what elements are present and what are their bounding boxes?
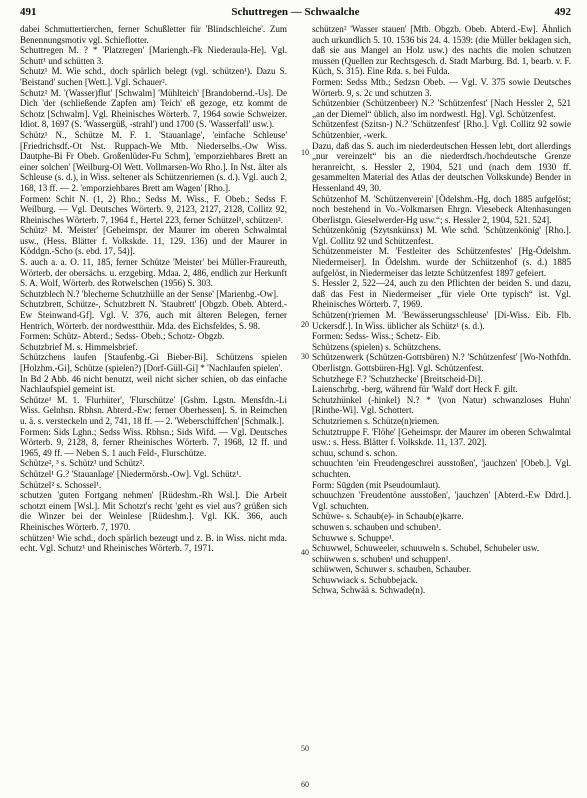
entry: Formen: Sids Lghn.; Sedss Wiss. Rbhsn.; Sids Wifd. — Vgl. Deutsches Wörterb. 9, 2128, 8, ferner Rheinisches Wörterb. 7, 1968, 12 ff. und 1965, 49 ff. — Neben S. 1 auch Feld-, Flurschütze.	[20, 426, 287, 458]
line-number: 30	[301, 352, 309, 361]
left-column	[20, 24, 287, 796]
entry: In Bd 2 Abb. 46 nicht benutzt, weil nicht sicher schien, ob das einfache Nachlaufspiel gemeint ist.	[20, 373, 287, 395]
entry: schüwwen, Schuwer s. schauben, Schauber.	[312, 564, 472, 575]
page-number-right: 492	[554, 6, 571, 18]
entry: Schuwwiack s. Schubbejack.	[312, 574, 418, 585]
entry: Schutz² M. '(Wasser)flut' [Schwalm] 'Mühlteich' [Brandobernd.-Us]. De Dich 'der (schließende Zapfen am) Teich' eß gezoge, etz kommt de Schotz [Schwalm]. Vgl. Rheinisches Wörterb. 7, 1964 sowie Schweizer. Idiot. 8, 1697 (S. 'Wassergüß, -strahl') und 1700 (S. 'Wasserfall' usw.).	[20, 87, 287, 130]
entry: Schutzriemen s. Schütze(n)riemen.	[312, 415, 440, 426]
entry: Schützenwerk (Schützen-Gottsbüren) N.? 'Schützenfest' [Wo-Nothfdn. Oberlistgn. Gottsbüren-Hg]. Vgl. Schützenfest.	[312, 352, 571, 373]
entry: Schutzbrief M. s. Himmelsbrief.	[20, 341, 138, 352]
entry: Form: Sūgden (mit Pseudoumlaut).	[312, 479, 441, 490]
entry: Schützenkönig (Szytsnkünsx) M. Wie schd. 'Schützenkönig' [Rho.]. Vgl. Collitz 92 und Schützenfest.	[312, 225, 571, 246]
entry: schützen¹ Wie schd., doch spärlich bezeugt und z. B. in Wiss. nicht mda. echt. Vgl. Schutz¹ und Rheinisches Wörterb. 7, 1971.	[20, 532, 287, 554]
entry: Schütz² M. 'Meister' [Geheimspr. der Maurer im oberen Schwalmtal usw., (Hess. Blätter f. Volkskde. 11, 129. 136) und der Maurer in Köddgn.-Scho (s. ebd. 17, 54)].	[20, 225, 287, 257]
line-number: 40	[301, 548, 309, 557]
entry: Formen: Sedss Mtb.; Sedzsn Obeb. — Vgl. V. 375 sowie Deutsches Wörterb. 9, s. 2c und schutzen 3.	[312, 76, 571, 98]
entry: Formen: Schit N. (1, 2) Rho.; Sedss M. Wiss., F. Obeb.; Sedss F. Weilburg. — Vgl. Deutsches Wörterb. 9, 2123, 2127, 2128, Collitz 92, Rheinisches Wörterb. 7, 1964 f., Hertel 223, ferner Schützel¹, schützen².	[20, 193, 287, 225]
entry: Schutztruppe F. 'Flöhe' [Geheimspr. der Maurer im oberen Schwalmtal usw.: s. Hess. Blätter f. Volkskde. 11, 137. 202].	[312, 426, 571, 448]
entry: Schuwwel, Schuweeler, schuuweln s. Schubel, Schubeler usw.	[312, 543, 540, 554]
entry: Schützel¹ G.? 'Stauanlage' [Niedermörsb.-Ow]. Vgl. Schütz¹.	[20, 468, 242, 479]
entry: schützen² 'Wasser stauen' [Mtb. Obgzb. Obeb. Abterd.-Ew]. Ähnlich auch urkundlich 5. 10. 1536 bis 24. 4. 1539: (die Müller beklagen sich, daß sie aus Mangel an Holz usw.) des nachts die molen schutzen mussen (Quellen zur Rechtsgesch. d. Stadt Marburg. Bd. 1, bearb. v. F. Küch, S. 315). Eine Rda. s. bei Fulda.	[312, 24, 571, 77]
entry: Schütze², ³ s. Schütz¹ und Schütz².	[20, 458, 145, 469]
entry: Schützenmeister M. 'Festleiter des Schützenfestes' [Hg-Ödelshm. Niedermeiser]. In Ödelshm. wurde der Schützenhof (s. d.) 1885 aufgelöst, in Niedermeiser das letzte Schützenfest 1897 gefeiert.	[312, 246, 571, 278]
entry: Schützenhof M. 'Schützenverein' [Ödelshm.-Hg, doch 1885 aufgelöst; noch bestehend in Vo.-Volkmarsen Ehrgn. Viesebeck Altenhasungen Oberlistgn. Gieselwerder-Hg usw.“; s. Hessler 2, 1904, 521. 524].	[312, 193, 571, 225]
entry: Schütze¹ M. 1. 'Flurhüter', 'Flurschütze' [Gshm. Lgstn. Mensfdn.-Li Wiss. Gelnhsn. Rbhsn. Abterd.-Ew; ferner Oberhessen]. S. in Reimchen u. ä. s. versteckeln und 2, 741, 18 ff. — 2. 'Weberschiffchen' [Schmalk.].	[20, 394, 287, 426]
entry: Schützchens laufen [Staufenbg.-Gi Bieber-Bi]. Schützens spielen [Holzhm.-Gi], Schütze (spielen?) [Dorf-Güll-Gi] * 'Nachlaufen spielen'.	[20, 352, 287, 373]
entry: Schützenfest (Szitsn-) N.? 'Schützenfest' [Rho.]. Vgl. Collitz 92 sowie Schützenbier, -werk.	[312, 119, 571, 140]
entry: S. auch a. a. O. 11, 185, ferner Schütze 'Meister' bei Müller-Fraureuth, Wörterb. der obersächs. u. erzgebirg. Mdaa. 2, 486, endlich zur Herkunft S. A. Wolf, Wörterb. des Rotwelschen (1956) S. 303.	[20, 257, 287, 289]
line-number: 10	[301, 148, 309, 157]
line-number: 50	[301, 744, 309, 753]
entry: Schwa, Schwää s. Schwade(n).	[312, 585, 426, 596]
entry: Schuttregen M. ? * 'Platzregen' [Mariengh.-Fk Niederaula-He]. Vgl. Schutt¹ und schütten 3.	[20, 45, 287, 66]
entry: Formen: Schütz- Abterd.; Sedss- Obeb.; Schotz- Obgzb.	[20, 331, 225, 342]
entry: Schutzhege F.? 'Schutzhecke' [Breitscheid-Di].	[312, 373, 483, 384]
entry: Laienschrbg. -berg, während für 'Wald' dort Heck F. gilt.	[312, 384, 518, 395]
entry: Schütz¹ N., Schütze M. F. 1. 'Stauanlage', 'einfache Schleuse' [Friedrichsdf.-Ot Nst. Ruppach-We Mtb. Niederselbs.-Ow Wiss. Dautphe-Bi Fr Obeb. Großenlüder-Fu Schm], 'emporziehbares Brett an einer solchen' [Weilburg-Ol Wett. Vollmarsen-Wo Rho.]. In Nst. älter als Schleuse (s. d.), in Wiss. seltener als Schützenriemen (s. d.). Vgl. auch 2, 168, 13 ff. — 2. 'emporziehbares Brett am Wagen' [Rho.].	[20, 129, 287, 193]
entry: Schüwe- s. Schaub(e)- in Schaub(e)karre.	[312, 511, 464, 522]
entry: Schutzbrett, Schütze-, Schutzbrett N. 'Staubrett' [Obgzb. Obeb. Abterd.-Ew Steinwand-Gf]. Vgl. V. 376, auch mit älteren Belegen, ferner Hentrich, Wörterb. der nordwestthür. Mda. des Eichsfeldes, S. 98.	[20, 299, 287, 331]
header-title: Schuttregen — Schwaalche	[231, 6, 360, 18]
entry: Schuwwe s. Schuppe¹.	[312, 532, 395, 543]
entry: Schutzhünkel (-hinkel) N.? * '(von Natur) schwanzloses Huhn' [Rinthe-Wi]. Vgl. Schottert.	[312, 394, 571, 416]
entry: Dazu, daß das S. auch im niederdeutschen Hessen lebt, dort allerdings „nur vereinzelt“ bis an die niederdtsch./hochdeutsche Grenze heranreicht, s. Hessler 2, 1904, 521 und (nach dem 1930 ff. gesammelten Material des Atlas der deutschen Volkskunde) Bender in Hessenland 49, 30.	[312, 140, 571, 193]
entry: Formen: Sedss- Wiss.; Schetz- Eib.	[312, 331, 441, 342]
right-column	[312, 24, 571, 796]
line-number: 60	[301, 780, 309, 789]
entry: schuuchzen 'Freudentöne ausstoßen', 'jauchzen' [Abterd.-Ew Ddrd.]. Vgl. schuchten.	[312, 490, 571, 511]
entry: schuuchten 'ein Freudengeschrei ausstoßen', 'jauchzen' [Obeb.]. Vgl. schuchten.	[312, 458, 571, 479]
entry: S. Hessler 2, 522—24, auch zu den Pflichten der beiden S. und dazu, daß das Fest in Niedermeiser „für viele Orte typisch“ ist. Vgl. Rheinisches Wörterb. 7, 1969.	[312, 278, 571, 310]
entry: Schützenbier (Schützenbeer) N.? 'Schützenfest' [Nach Hessler 2, 521 „an der Diemel“ üblich, also im nordwestl. Hg]. Vgl. Schützenfest.	[312, 98, 571, 119]
entry: Schützen(r)riemen M. 'Bewässerungsschleuse' [Di-Wiss. Eib. Flb. Uckersdf.]. In Wiss. üblicher als Schütz¹ (s. d.).	[312, 310, 571, 331]
entry: schuu, schund s. schon.	[312, 447, 398, 458]
page-number-left: 491	[20, 6, 37, 18]
line-number: 20	[301, 320, 309, 329]
entry: Schutzblech N.? 'blecherne Schutzhülle an der Sense' [Marienbg.-Ow].	[20, 288, 279, 299]
entry: schüwwen s. schuben¹ und schuppen¹.	[312, 553, 451, 564]
entry: Schützens (spielen) s. Schützchens.	[312, 341, 442, 352]
entry: Schützel² s. Schossel¹.	[20, 479, 102, 490]
entry: Schutz¹ M. Wie schd., doch spärlich belegt (vgl. schützen¹). Dazu S. 'Beistand' suchen [Wett.]. Vgl. Schauer².	[20, 66, 287, 87]
running-header	[20, 6, 571, 22]
entry: dabei Schmuttertierchen, ferner Schußletter für 'Blindschleiche'. Zum Benennungsmotiv vgl. Schieflotter.	[20, 24, 287, 45]
entry: schutzen 'guten Fortgang nehmen' [Rüdeshm.-Rh Wsl.]. Die Arbeit schotzt einem [Wsl.]. Mit Schotzt's recht 'geht es viel aus'? grüßen sich die Winzer bei der Weinlese [Rüdeshm.]. Vgl. KK. 366, auch Rheinisches Wörterb. 7, 1970.	[20, 490, 287, 532]
entry: schuwen s. schauben und schuben¹.	[312, 521, 441, 532]
